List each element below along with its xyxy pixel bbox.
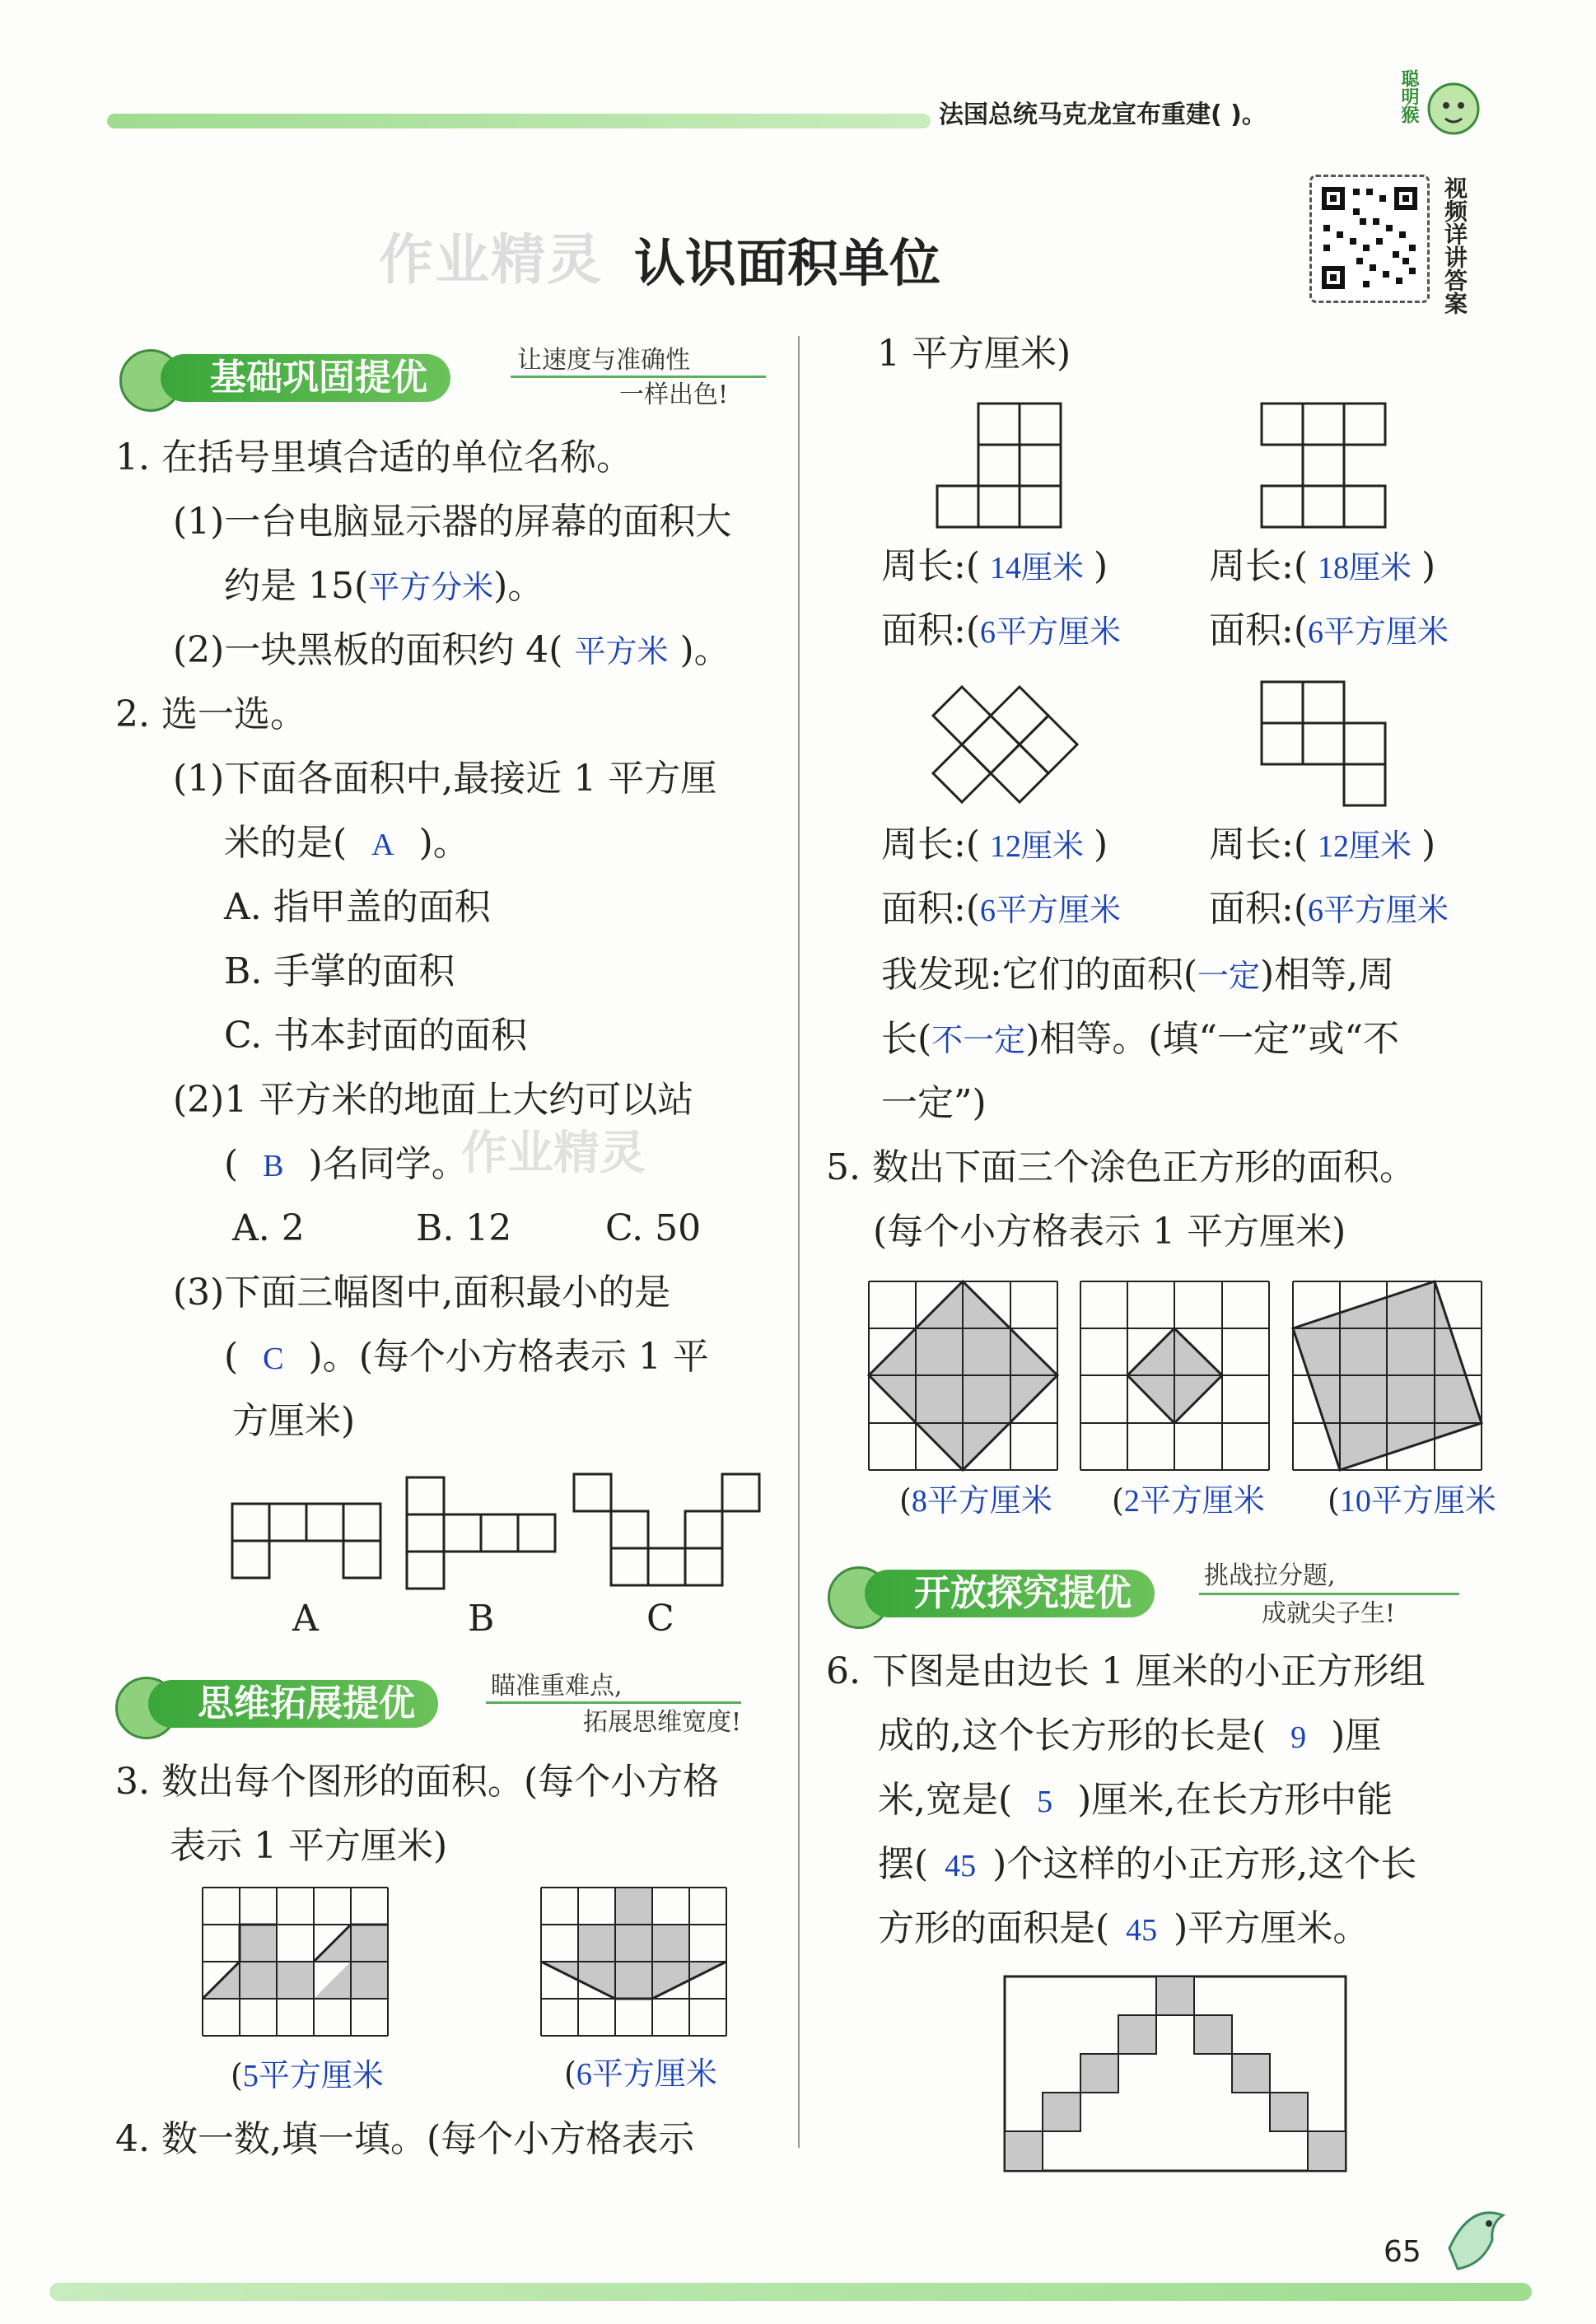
q2-part3-line2 (224, 1336, 709, 1379)
section-basic-banner: 基础巩固提优 (161, 354, 450, 402)
q6-text-2b: )厘 (1331, 1715, 1382, 1757)
header-bar (107, 114, 931, 128)
q6-text-4b: )个这样的小正方形,这个长 (992, 1843, 1417, 1885)
q1-p2-answer[interactable]: 平方米 (574, 635, 669, 670)
q4-title: 4. 数一数,填一填。(每个小方格表示 (115, 2118, 695, 2160)
q4-fig1-perimeter (881, 545, 1108, 589)
slogan-underline (486, 1701, 741, 1704)
area-label: 面积:( (881, 888, 980, 930)
q4-fig2-perimeter (1209, 545, 1435, 589)
footer-bar (49, 2283, 1532, 2301)
finding-text-3: 长( (881, 1018, 932, 1060)
q2-fig-label-c: C (646, 1598, 674, 1640)
q4-fig2-area-answer[interactable]: 6平方厘米 (1308, 615, 1449, 650)
q1-p1-text: 约是 15( (224, 565, 369, 607)
q2-p2-option-1: A. 2 (232, 1207, 305, 1249)
q2-p2-open: ( (224, 1143, 239, 1185)
q3-answer-1-value[interactable]: 5平方厘米 (242, 2059, 384, 2093)
q5-answer-3: (10平方厘米 (1328, 1482, 1496, 1519)
q1-p2-text: (2)一块黑板的面积约 4( (173, 629, 563, 671)
page-title: 认识面积单位 (634, 233, 941, 293)
q4-fig3-area (881, 888, 1121, 931)
q2-p2-option-3: C. 50 (605, 1207, 702, 1249)
q2-part3-line3: 方厘米) (232, 1400, 356, 1442)
q3-title-1: 3. 数出每个图形的面积。(每个小方格 (115, 1761, 720, 1803)
q1-title: 1. 在括号里填合适的单位名称。 (115, 436, 632, 478)
q2-p1-text: 米的是( (224, 822, 348, 864)
q2-fig-label-b: B (468, 1598, 495, 1640)
q4-fig3-perimeter-answer[interactable]: 12厘米 (990, 829, 1085, 864)
q5-answer-2: (2平方厘米 (1112, 1482, 1265, 1519)
q1-part1-line1: (1)一台电脑显示器的屏幕的面积大 (173, 501, 732, 543)
q6-line3 (878, 1779, 1393, 1822)
q6-text-3b: )厘米,在长方形中能 (1077, 1779, 1393, 1821)
q5-answer-1-value[interactable]: 8平方厘米 (911, 1484, 1052, 1519)
q2-part1-line2 (224, 822, 469, 866)
q2-p3-answer[interactable]: C (263, 1342, 284, 1376)
perimeter-label: 周长:( (881, 545, 980, 587)
q3-title-2: 表示 1 平方厘米) (170, 1825, 448, 1867)
q4-figure-2 (1260, 402, 1396, 538)
q2-p3-end: )。(每个小方格表示 1 平 (308, 1336, 709, 1378)
dolphin-mascot-icon (1433, 2191, 1515, 2281)
q6-width-answer[interactable]: 5 (1037, 1785, 1053, 1819)
q6-line5 (878, 1907, 1369, 1951)
q4-fig1-perimeter-answer[interactable]: 14厘米 (990, 551, 1085, 586)
perimeter-label: 周长:( (1209, 824, 1308, 866)
header-trivia: 法国总统马克龙宣布重建( )。 (939, 100, 1267, 129)
q2-option-c: C. 书本封面的面积 (224, 1015, 528, 1057)
q3-answer-2: (6平方厘米 (564, 2056, 717, 2092)
qr-caption: 视频详讲答案 (1441, 176, 1468, 315)
q2-fig-label-a: A (292, 1598, 319, 1640)
section-open-slogan-2: 成就尖子生! (1262, 1599, 1396, 1628)
brand-watermark: 作业精灵 (379, 228, 603, 292)
qr-code-icon[interactable] (1309, 175, 1430, 303)
q6-text-3a: 米,宽是( (878, 1779, 1013, 1821)
q5-figure-3 (1291, 1280, 1486, 1474)
q2-figure-c (572, 1472, 762, 1588)
q1-p1-end: )。 (493, 565, 544, 607)
area-label: 面积:( (881, 609, 980, 651)
finding-text-1: 我发现:它们的面积( (881, 954, 1197, 996)
q1-part2 (173, 629, 730, 673)
q4-finding-line3: 一定”) (881, 1082, 987, 1124)
finding-text-2: )相等,周 (1260, 954, 1395, 996)
q6-text-2a: 成的,这个长方形的长是( (878, 1715, 1267, 1757)
section-open-slogan-1: 挑战拉分题, (1204, 1561, 1336, 1590)
q4-fig4-area-answer[interactable]: 6平方厘米 (1308, 894, 1449, 928)
q4-fig2-perimeter-answer[interactable]: 18厘米 (1318, 551, 1412, 586)
q4-fig2-area (1209, 609, 1449, 653)
q6-text-4a: 摆( (878, 1843, 929, 1885)
q4-figure-4 (1260, 680, 1396, 816)
q4-figure-1 (936, 402, 1071, 538)
q2-title: 2. 选一选。 (115, 693, 306, 735)
q4-fig3-perimeter (881, 824, 1108, 867)
q2-part2-line2 (224, 1143, 468, 1187)
q6-text-5b: )平方厘米。 (1174, 1907, 1370, 1949)
q4-finding-line2 (881, 1018, 1399, 1062)
q4-finding-answer-2[interactable]: 不一定 (931, 1024, 1026, 1058)
q1-p2-end: )。 (679, 629, 730, 671)
area-label: 面积:( (1209, 609, 1308, 651)
q2-p1-answer[interactable]: A (371, 828, 394, 862)
q5-title: 5. 数出下面三个涂色正方形的面积。 (826, 1146, 1416, 1188)
section-basic-slogan-1: 让速度与准确性 (517, 346, 690, 375)
q1-p1-answer[interactable]: 平方分米 (368, 571, 494, 605)
q2-option-b: B. 手掌的面积 (224, 950, 455, 992)
slogan-underline (511, 376, 766, 378)
q4-fig4-area (1209, 888, 1449, 931)
q6-line1: 6. 下图是由边长 1 厘米的小正方形组 (826, 1650, 1426, 1692)
q2-p2-answer[interactable]: B (263, 1149, 284, 1183)
q4-fig3-area-answer[interactable]: 6平方厘米 (980, 894, 1122, 928)
q6-line2 (878, 1715, 1381, 1758)
q2-figure-b (405, 1476, 557, 1591)
q4-figure-3 (921, 684, 1085, 807)
q6-text-5a: 方形的面积是( (878, 1907, 1110, 1949)
section-basic-slogan-2: 一样出色! (619, 380, 729, 409)
q6-count-answer[interactable]: 45 (945, 1849, 977, 1883)
perimeter-label: 周长:( (1209, 545, 1308, 587)
q5-answer-3-value[interactable]: 10平方厘米 (1339, 1484, 1496, 1519)
q2-part1-line1: (1)下面各面积中,最接近 1 平方厘 (173, 758, 717, 800)
q2-part3-line1: (3)下面三幅图中,面积最小的是 (173, 1272, 671, 1314)
q3-figure-1 (201, 1886, 392, 2039)
slogan-underline (1199, 1593, 1459, 1595)
q6-line4 (878, 1843, 1416, 1887)
q4-finding-line1 (881, 954, 1394, 997)
perimeter-label: 周长:( (881, 824, 980, 866)
q4-fig1-area-answer[interactable]: 6平方厘米 (980, 615, 1122, 650)
q6-length-answer[interactable]: 9 (1290, 1720, 1307, 1755)
finding-text-4: )相等。(填“一定”或“不 (1025, 1018, 1400, 1060)
area-label: 面积:( (1209, 888, 1308, 930)
q2-p2-option-2: B. 12 (416, 1207, 512, 1249)
brand-watermark-2: 作业精灵 (461, 1127, 646, 1180)
q2-figure-a (231, 1502, 382, 1580)
q3-figure-2 (539, 1886, 730, 2039)
page-number: 65 (1384, 2235, 1421, 2269)
q5-answer-2-value[interactable]: 2平方厘米 (1123, 1484, 1265, 1519)
q3-answer-1: (5平方厘米 (231, 2057, 384, 2093)
q2-option-a: A. 指甲盖的面积 (224, 886, 491, 928)
q5-note: (每个小方格表示 1 平方厘米) (873, 1211, 1346, 1253)
section-thinking-slogan-1: 瞄准重难点, (491, 1672, 623, 1701)
q5-answer-1: (8平方厘米 (899, 1482, 1052, 1519)
q2-p3-open: ( (224, 1336, 239, 1378)
section-thinking-slogan-2: 拓展思维宽度! (583, 1708, 742, 1737)
section-thinking-banner: 思维拓展提优 (148, 1680, 438, 1728)
q2-p1-end: )。 (418, 822, 469, 864)
close-paren: ) (1094, 545, 1108, 587)
q4-title-cont: 1 平方厘米) (877, 333, 1071, 375)
q4-fig4-perimeter (1209, 824, 1435, 867)
q5-figure-1 (867, 1280, 1062, 1474)
q6-area-answer[interactable]: 45 (1126, 1913, 1158, 1948)
q6-figure (1003, 1975, 1349, 2176)
close-paren: ) (1421, 545, 1436, 587)
section-open-banner: 开放探究提优 (865, 1570, 1155, 1617)
column-divider (798, 336, 800, 2148)
q4-finding-answer-1[interactable]: 一定 (1197, 959, 1261, 994)
close-paren: ) (1094, 824, 1108, 866)
q3-answer-2-value[interactable]: 6平方厘米 (576, 2057, 717, 2092)
q4-fig1-area (881, 609, 1121, 653)
q4-fig4-perimeter-answer[interactable]: 12厘米 (1318, 829, 1412, 864)
q1-part1-line2 (224, 565, 544, 609)
q5-figure-2 (1079, 1280, 1273, 1474)
q2-part2-line1: (2)1 平方米的地面上大约可以站 (173, 1079, 694, 1121)
mascot-label: 聪明猴 (1398, 69, 1419, 124)
q2-p2-end: )名同学。 (308, 1143, 468, 1185)
close-paren: ) (1421, 824, 1436, 866)
